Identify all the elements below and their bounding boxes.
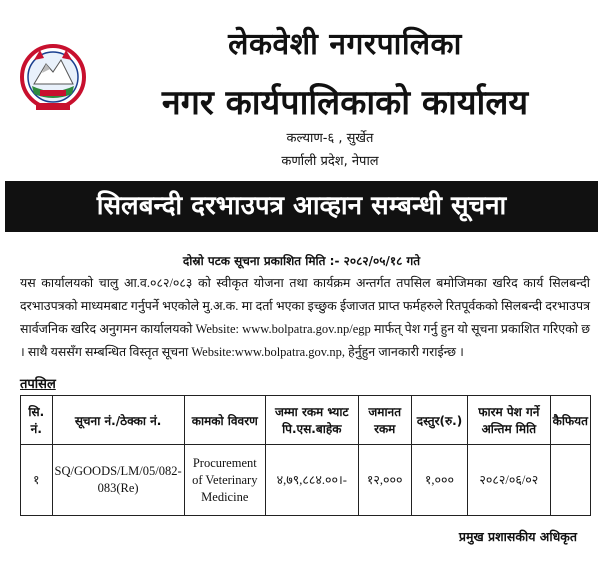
- col-remarks: कैफियत: [550, 396, 590, 445]
- address-line-2: कर्णाली प्रदेश, नेपाल: [281, 154, 379, 169]
- notice-body: यस कार्यालयको चालु आ.व.०८२/०८३ को स्वीकृत योजना तथा कार्यक्रम अन्तर्गत तपसिल बमोजिमका खरिद कार्य सिलबन्दी दरभाउपत्रको माध्यमबाट गर्नुपर्ने भएकोले मु.अ.क. मा दर्ता भएका इच्छुक ईजाजत प्राप्त फर्महरुले रितपूर्वकको सिलबन्दी दरभाउपत्र सार्वजनिक खरिद अनुगमन कार्यालयको Website: www.bolpatra.gov.np/egp मार्फत् पेश गर्नु हुन यो सूचना प्रकाशित गरिएको छ । साथै यससँग सम्बन्धित विस्तृत सूचना Website:www.bolpatra.gov.np, हेर्नुहुन जानकारी गराईन्छ ।: [20, 276, 590, 359]
- letterhead: [0, 0, 603, 180]
- cell-deposit: १२,०००: [358, 445, 411, 516]
- cell-amount: ४,७९,८८४.००।-: [265, 445, 358, 516]
- col-deposit: जमानत रकम: [358, 396, 411, 445]
- col-description: कामको विवरण: [184, 396, 265, 445]
- cell-sn: १: [21, 445, 53, 516]
- col-amount: जम्मा रकम भ्याट पि.एस.बाहेक: [265, 396, 358, 445]
- cell-remarks: [550, 445, 590, 516]
- table-row: [21, 445, 591, 516]
- nepal-emblem-icon: [20, 40, 86, 114]
- col-fee: दस्तुर(रु.): [411, 396, 467, 445]
- office-name: नगर कार्यपालिकाको कार्यालय: [161, 83, 529, 123]
- signatory: प्रमुख प्रशासकीय अधिकृत: [458, 529, 577, 544]
- col-deadline: फारम पेश गर्ने अन्तिम मिति: [468, 396, 551, 445]
- col-sn: सि. नं.: [21, 396, 53, 445]
- col-notice-no: सूचना नं./ठेक्का नं.: [52, 396, 184, 445]
- details-heading: तपसिल: [20, 377, 56, 392]
- address-line-1: कल्याण-६ , सुर्खेत: [286, 131, 374, 146]
- org-name: लेकवेशी नगरपालिका: [228, 27, 462, 62]
- cell-description: Procurement of Veterinary Medicine: [184, 445, 265, 516]
- table-header-row: [21, 396, 591, 445]
- publication-date: दोस्रो पटक सूचना प्रकाशित मिति :- २०८२/०५/१८ गते: [182, 254, 421, 268]
- cell-notice-no: SQ/GOODS/LM/05/082-083(Re): [52, 445, 184, 516]
- cell-deadline: २०८२/०६/०२: [468, 445, 551, 516]
- cell-fee: १,०००: [411, 445, 467, 516]
- bid-details-table: [20, 395, 591, 516]
- notice-title-banner: सिलबन्दी दरभाउपत्र आव्हान सम्बन्धी सूचना: [5, 181, 598, 232]
